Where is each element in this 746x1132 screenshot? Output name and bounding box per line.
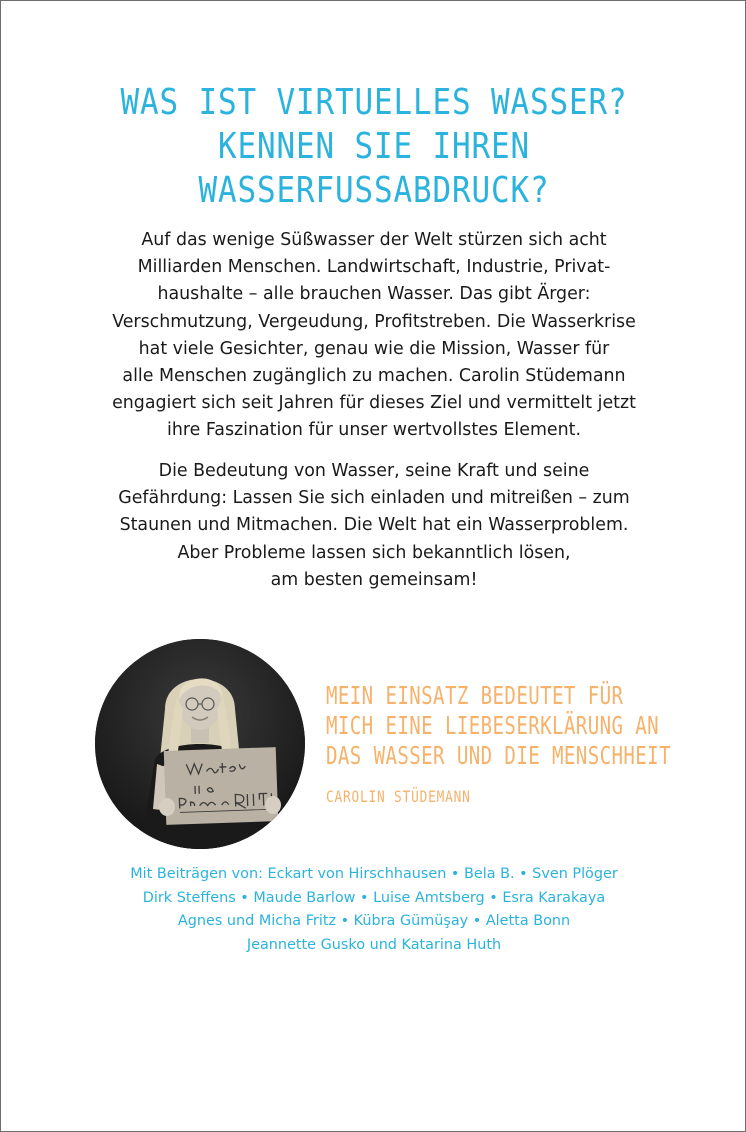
blurb-line: Staunen und Mitmachen. Die Welt hat ein Wasserproblem.	[119, 515, 629, 536]
blurb-line: Die Bedeutung von Wasser, seine Kraft und seine	[158, 461, 590, 481]
blurb-line: engagiert sich seit Jahren für dieses Ziel und vermittelt jetzt	[112, 393, 636, 414]
headline-line: WASSERFUSSABDRUCK?	[198, 170, 550, 211]
contributors-list	[21, 863, 727, 957]
blurb-line: alle Menschen zugänglich zu machen. Carolin Stüdemann	[122, 366, 626, 387]
blurb-line: am besten gemeinsam!	[270, 569, 478, 590]
headline-line: KENNEN SIE IHREN	[218, 126, 530, 167]
author-portrait	[95, 639, 305, 849]
headline	[53, 81, 695, 213]
blurb-paragraph-2	[61, 458, 687, 594]
contributors-line: Mit Beiträgen von: Eckart von Hirschhausen • Bela B. • Sven Plöger	[130, 866, 618, 882]
blurb-line: Gefährdung: Lassen Sie sich einladen und mitreißen – zum	[118, 488, 630, 509]
blurb-line: ihre Faszination für unser wertvollstes Element.	[167, 420, 581, 441]
blurb-line: Aber Probleme lassen sich bekanntlich lösen,	[177, 542, 571, 563]
contributors-line: Jeannette Gusko und Katarina Huth	[246, 936, 502, 953]
quote-line: MEIN EINSATZ BEDEUTET FÜR	[326, 681, 624, 710]
quote-author: CAROLIN STÜDEMANN	[326, 787, 471, 806]
quote-line: MICH EINE LIEBESERKLÄRUNG AN	[326, 711, 660, 740]
contributors-line: Dirk Steffens • Maude Barlow • Luise Amtsberg • Esra Karakaya	[142, 889, 606, 906]
headline-line: WAS IST VIRTUELLES WASSER?	[120, 82, 628, 123]
contributors-line: Agnes und Micha Fritz • Kübra Gümüşay • Aletta Bonn	[177, 913, 571, 929]
blurb-line: Milliarden Menschen. Landwirtschaft, Industrie, Privat-	[137, 257, 611, 278]
blurb-paragraph-1	[61, 227, 687, 445]
author-quote	[326, 681, 671, 771]
portrait-illustration	[95, 639, 305, 849]
blurb-line: Verschmutzung, Vergeudung, Profitstreben. Die Wasserkrise	[112, 311, 636, 332]
blurb-line: Auf das wenige Süßwasser der Welt stürzen sich acht	[141, 230, 607, 250]
blurb-line: haushalte – alle brauchen Wasser. Das gibt Ärger:	[157, 284, 591, 305]
quote-line: DAS WASSER UND DIE MENSCHHEIT	[326, 741, 671, 770]
blurb-line: hat viele Gesichter, genau wie die Mission, Wasser für	[138, 338, 610, 359]
